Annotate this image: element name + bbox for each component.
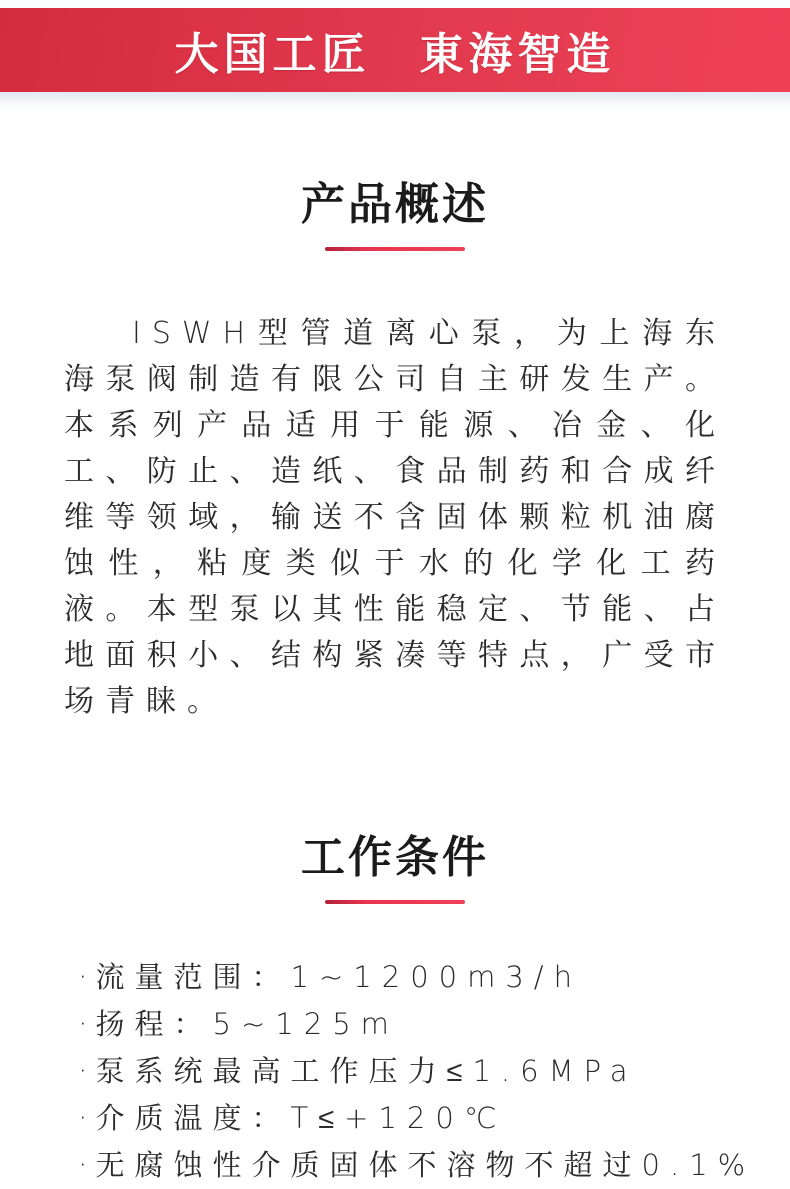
- banner-shadow: [0, 92, 790, 108]
- section-working-conditions: [0, 821, 790, 1189]
- bullet-icon: ·: [78, 1007, 88, 1042]
- conditions-title-underline: [325, 900, 465, 904]
- list-item: [78, 1142, 756, 1189]
- list-item-text: 流量范围：1~1200m3/h: [95, 960, 582, 994]
- list-item-text: 泵系统最高工作压力≤1.6MPa: [95, 1054, 638, 1088]
- conditions-list: [78, 954, 756, 1189]
- conditions-title-block: [0, 821, 790, 904]
- bullet-icon: ·: [78, 1054, 88, 1089]
- overview-title-block: [0, 168, 790, 251]
- top-gap: [0, 0, 790, 8]
- list-item: [78, 1001, 750, 1048]
- list-item-text: 无腐蚀性介质固体不溶物不超过0.1%: [95, 1148, 756, 1182]
- bullet-icon: ·: [78, 1148, 88, 1183]
- list-item: [78, 1048, 750, 1095]
- list-item-text: 介质温度：T≤+120℃: [95, 1101, 507, 1135]
- list-item-text: 扬程：5~125m: [95, 1007, 399, 1041]
- overview-section-title: 产品概述: [301, 180, 489, 229]
- bullet-icon: ·: [78, 1101, 88, 1136]
- header-banner: [0, 8, 790, 92]
- list-item: [78, 1095, 750, 1142]
- banner-title: 大国工匠 東海智造: [174, 30, 616, 79]
- overview-title-underline: [325, 247, 465, 251]
- bullet-icon: ·: [78, 960, 88, 995]
- list-item: [78, 954, 750, 1001]
- overview-paragraph: ISWH型管道离心泵，为上海东海泵阀制造有限公司自主研发生产。本系列产品适用于能源、冶金、化工、防止、造纸、食品制药和合成纤维等领域，输送不含固体颗粒机油腐蚀性，粘度类似于水的化学化工药液。本型泵以其性能稳定、节能、占地面积小、结构紧凑等特点，广受市场青睐。: [64, 316, 726, 719]
- section-product-overview: [0, 168, 790, 725]
- conditions-section-title: 工作条件: [301, 833, 489, 882]
